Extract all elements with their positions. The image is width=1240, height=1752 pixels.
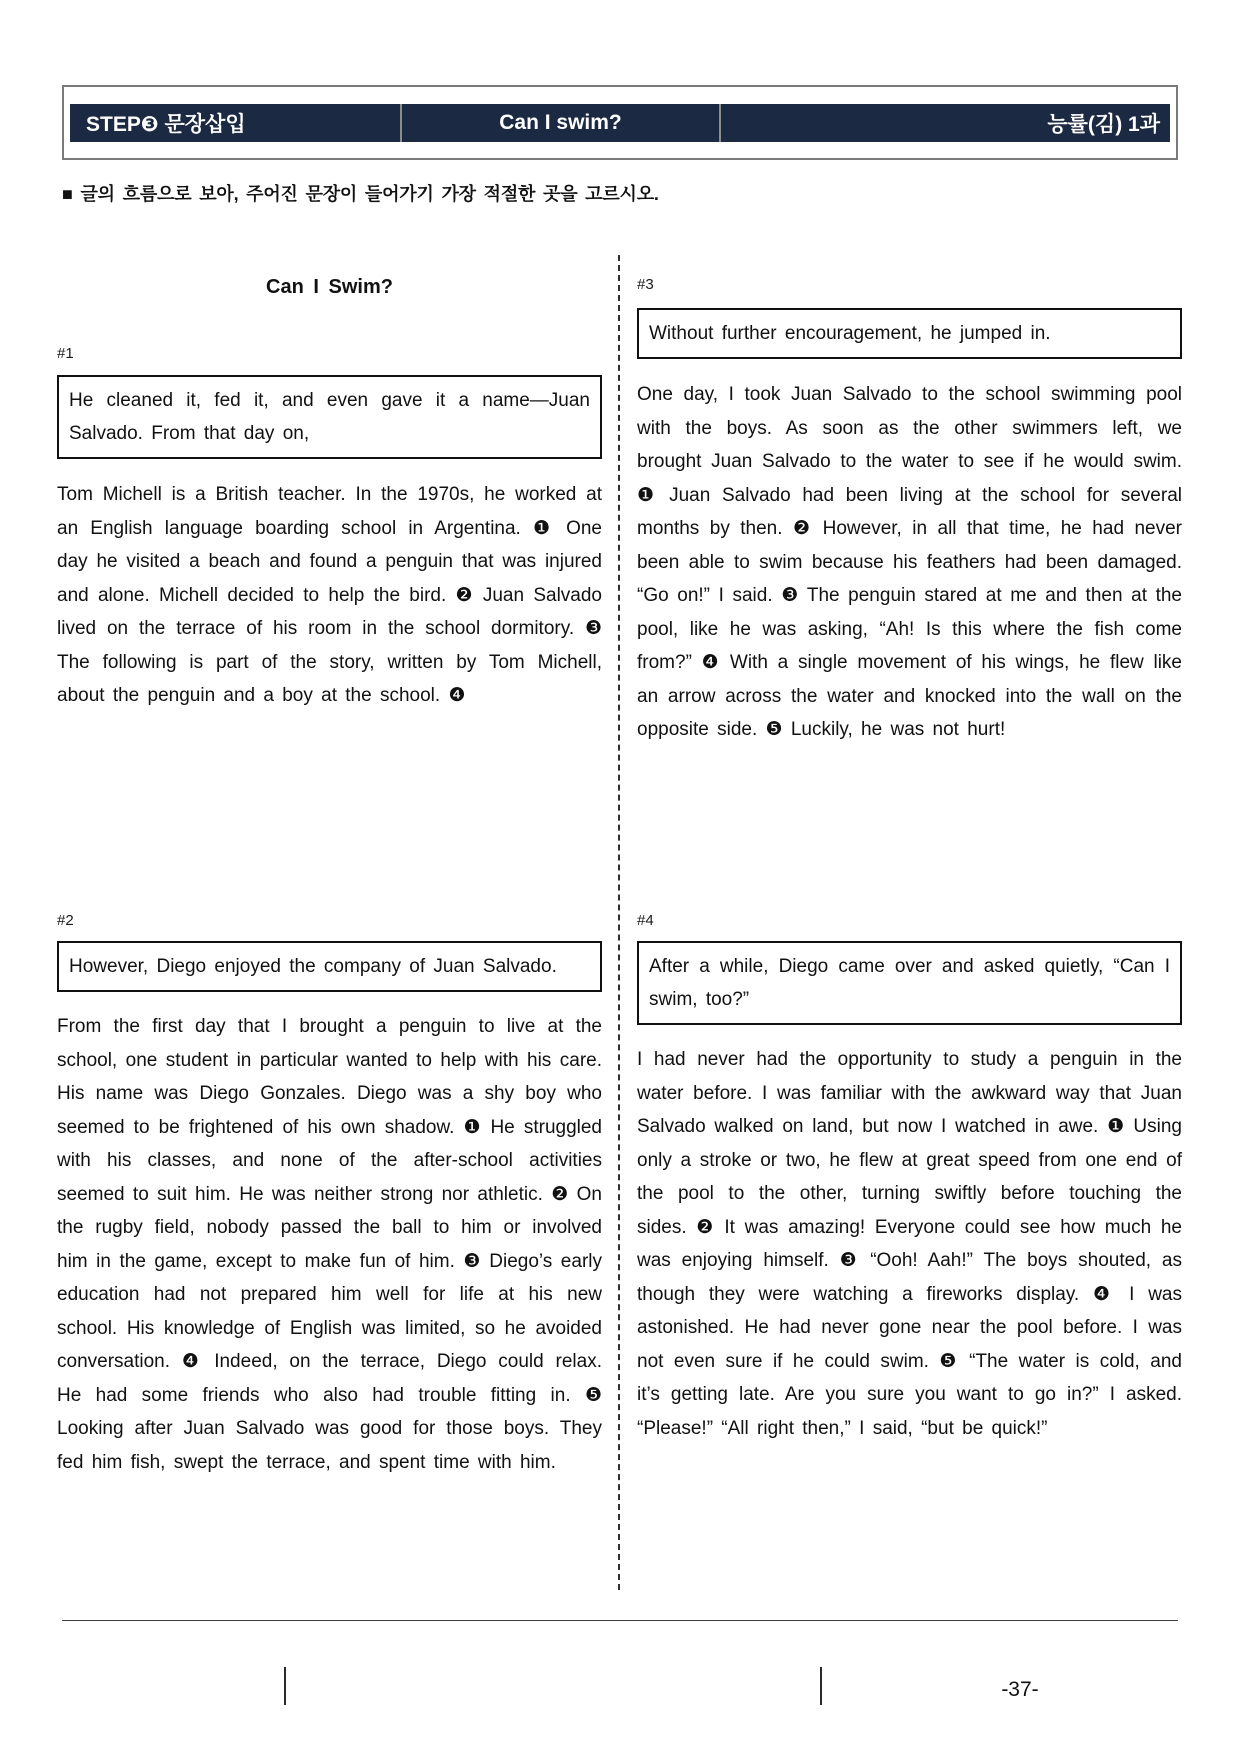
section-label-3: #3 — [637, 276, 654, 293]
insert-sentence-box-3: Without further encouragement, he jumped in. — [637, 308, 1182, 359]
section-label-4: #4 — [637, 912, 654, 929]
header-lesson-title: Can I swim? — [400, 104, 719, 142]
passage-title: Can I Swim? — [266, 276, 393, 298]
left-column — [57, 0, 602, 1752]
passage-paragraph-4: I had never had the opportunity to study a penguin in the water before. I was familiar with the awkward way that Juan Salvado walked on land, but now I watched in awe. ❶ Using only a stroke or two, he flew at great speed from one end of the pool to the other, turning swiftly before touching the sides. ❷ It was amazing! Everyone could see how much he was enjoying himself. ❸ “Ooh! Aah!” The boys shouted, as though they were watching a fireworks display. ❹ I was astonished. He had never gone near the pool before. I was not even sure if he could swim. ❺ “The water is cold, and it’s getting late. Are you sure you want to go in?” I asked. “Please!” “All right then,” I said, “but be quick!” — [637, 1049, 1182, 1439]
passage-paragraph-2: From the first day that I brought a penguin to live at the school, one student in particular wanted to help with his care. His name was Diego Gonzales. Diego was a shy boy who seemed to be frightened of his own shadow. ❶ He struggled with his classes, and none of the after-school activities seemed to suit him. He was neither strong nor athletic. ❷ On the rugby field, nobody passed the ball to him or involved him in the game, except to make fun of him. ❸ Diego’s early education had not prepared him well for life at his new school. His knowledge of English was limited, so he avoided conversation. ❹ Indeed, on the terrace, Diego could relax. He had some friends who also had trouble fitting in. ❺ Looking after Juan Salvado was good for those boys. They fed him fish, swept the terrace, and spent time with him. — [57, 1016, 602, 1473]
section-label-2: #2 — [57, 912, 74, 929]
footer-rule — [62, 1620, 1178, 1621]
footer-divider-tick-2 — [820, 1667, 822, 1705]
right-column — [637, 0, 1182, 1752]
insert-sentence-box-2: However, Diego enjoyed the company of Juan Salvado. — [57, 941, 602, 992]
passage-paragraph-3: One day, I took Juan Salvado to the school swimming pool with the boys. As soon as the other swimmers left, we brought Juan Salvado to the water to see if he would swim. ❶ Juan Salvado had been living at the school for several months by then. ❷ However, in all that time, he had never been able to swim because his feathers had been damaged. “Go on!” I said. ❸ The penguin stared at me and then at the pool, like he was asking, “Ah! Is this where the fish come from?” ❹ With a single movement of his wings, he flew like an arrow across the water and knocked into the wall on the opposite side. ❺ Luckily, he was not hurt! — [637, 384, 1182, 740]
header-step-label: STEP❸ 문장삽입 — [86, 113, 246, 136]
insert-sentence-box-1: He cleaned it, fed it, and even gave it a name—Juan Salvado. From that day on, — [57, 375, 602, 459]
passage-paragraph-1: Tom Michell is a British teacher. In the 1970s, he worked at an English language boarding school in Argentina. ❶ One day he visited a beach and found a penguin that was injured and alone. Michell decided to help the bird. ❷ Juan Salvado lived on the terrace of his room in the school dormitory. ❸ The following is part of the story, written by Tom Michell, about the penguin and a boy at the school. ❹ — [57, 484, 602, 706]
header-source-label: 능률(김) 1과 — [719, 104, 1170, 142]
column-divider — [618, 255, 620, 1590]
section-label-1: #1 — [57, 345, 74, 362]
instruction-text: ■ 글의 흐름으로 보아, 주어진 문장이 들어가기 가장 적절한 곳을 고르시오. — [62, 184, 659, 204]
footer-divider-tick-1 — [284, 1667, 286, 1705]
page-number: -37- — [1001, 1678, 1039, 1701]
insert-sentence-box-4: After a while, Diego came over and asked quietly, “Can I swim, too?” — [637, 941, 1182, 1025]
